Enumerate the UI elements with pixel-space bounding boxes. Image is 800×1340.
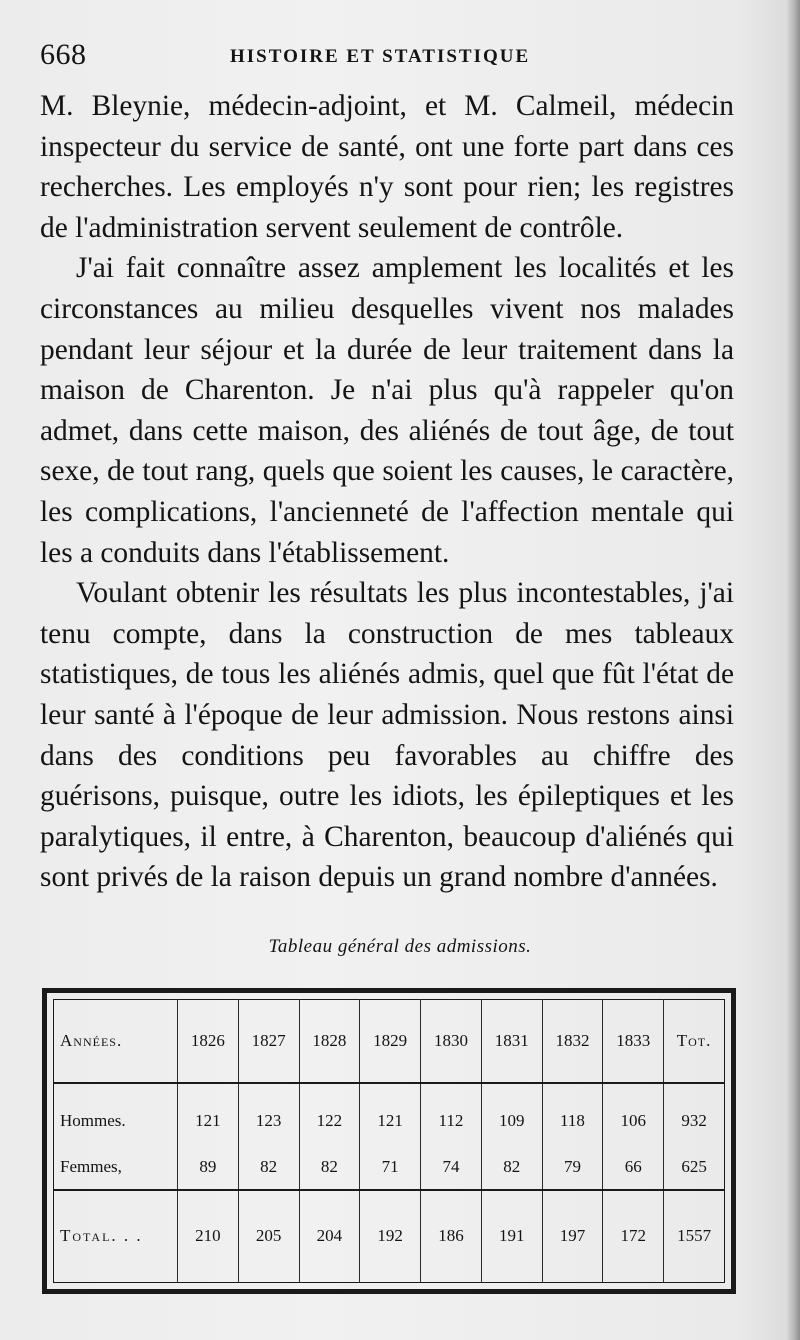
table-cell: 89: [178, 1144, 239, 1189]
table-caption: Tableau général des admissions.: [268, 936, 532, 957]
paragraph: Voulant obtenir les résultats les plus incontestables, j'ai tenu compte, dans la construction de mes tableaux statistiques, de tous les aliénés admis, quel que fût l'état de leur santé à l'époque de leur admission. Nous restons ainsi dans des conditions peu favorables au chiffre des guérisons, puisque, outre les idiots, les épileptiques et les paralytiques, il entre, à Charenton, beaucoup d'aliénés qui sont privés de la raison depuis un grand nombre d'années.: [40, 577, 734, 894]
table-cell: 112: [421, 1083, 482, 1145]
table-cell: 82: [238, 1144, 299, 1189]
running-title: HISTOIRE ET STATISTIQUE: [230, 46, 531, 67]
table-cell: 192: [360, 1190, 421, 1283]
table-cell-total: 625: [664, 1144, 725, 1189]
row-label: Total. . .: [54, 1190, 178, 1283]
table-cell: 197: [542, 1190, 603, 1283]
table-row-hommes: [54, 1083, 725, 1145]
table-cell: 122: [299, 1083, 360, 1145]
table-cell: 121: [178, 1083, 239, 1145]
body-text: [40, 86, 734, 898]
column-header: 1829: [360, 1000, 421, 1083]
table-cell: 118: [542, 1083, 603, 1145]
table-cell: 204: [299, 1190, 360, 1283]
row-label: Femmes,: [60, 1156, 122, 1176]
table-cell: 121: [360, 1083, 421, 1145]
column-header: 1832: [542, 1000, 603, 1083]
column-header: 1830: [421, 1000, 482, 1083]
table-cell: 186: [421, 1190, 482, 1283]
admissions-table-frame: [42, 988, 736, 1294]
column-header: 1833: [603, 1000, 664, 1083]
paragraph: J'ai fait connaître assez amplement les localités et les circonstances au milieu desquelles vivent nos malades pendant leur séjour et la durée de leur traitement dans la maison de Charenton. Je n'ai plus qu'à rappeler qu'on admet, dans cette maison, des aliénés de tout âge, de tout sexe, de tout rang, quels que soient les causes, le caractère, les complications, l'ancienneté de l'affection mentale qui les a conduits dans l'établissement.: [40, 252, 734, 569]
table-cell: 123: [238, 1083, 299, 1145]
table-cell: 109: [481, 1083, 542, 1145]
table-cell: 79: [542, 1144, 603, 1189]
column-header: 1828: [299, 1000, 360, 1083]
paragraph: M. Bleynie, médecin-adjoint, et M. Calmeil, médecin inspecteur du service de santé, ont une forte part dans ces recherches. Les employés n'y sont pour rien; les registres de l'administration servent seulement de contrôle.: [40, 90, 734, 244]
table-cell: 205: [238, 1190, 299, 1283]
row-label: Hommes.: [60, 1111, 126, 1131]
table-cell: 66: [603, 1144, 664, 1189]
table-cell: 82: [299, 1144, 360, 1189]
table-header-row: [54, 1000, 725, 1083]
table-cell: 172: [603, 1190, 664, 1283]
table-cell: 71: [360, 1144, 421, 1189]
table-cell: 191: [481, 1190, 542, 1283]
table-cell-total: 1557: [664, 1190, 725, 1283]
table-cell: 210: [178, 1190, 239, 1283]
table-cell: 106: [603, 1083, 664, 1145]
column-header: 1831: [481, 1000, 542, 1083]
column-header-total: Tot.: [664, 1000, 725, 1083]
page-edge-shadow: [786, 0, 800, 1340]
page-number: 668: [40, 38, 87, 71]
column-header: 1826: [178, 1000, 239, 1083]
page-header: [40, 38, 740, 78]
table-cell: 82: [481, 1144, 542, 1189]
column-header: 1827: [238, 1000, 299, 1083]
table-row-total: [54, 1190, 725, 1283]
table-cell: 74: [421, 1144, 482, 1189]
admissions-table: [53, 999, 725, 1283]
table-row-femmes: [54, 1144, 725, 1189]
table-cell-total: 932: [664, 1083, 725, 1145]
column-header-years: Années.: [54, 1000, 178, 1083]
